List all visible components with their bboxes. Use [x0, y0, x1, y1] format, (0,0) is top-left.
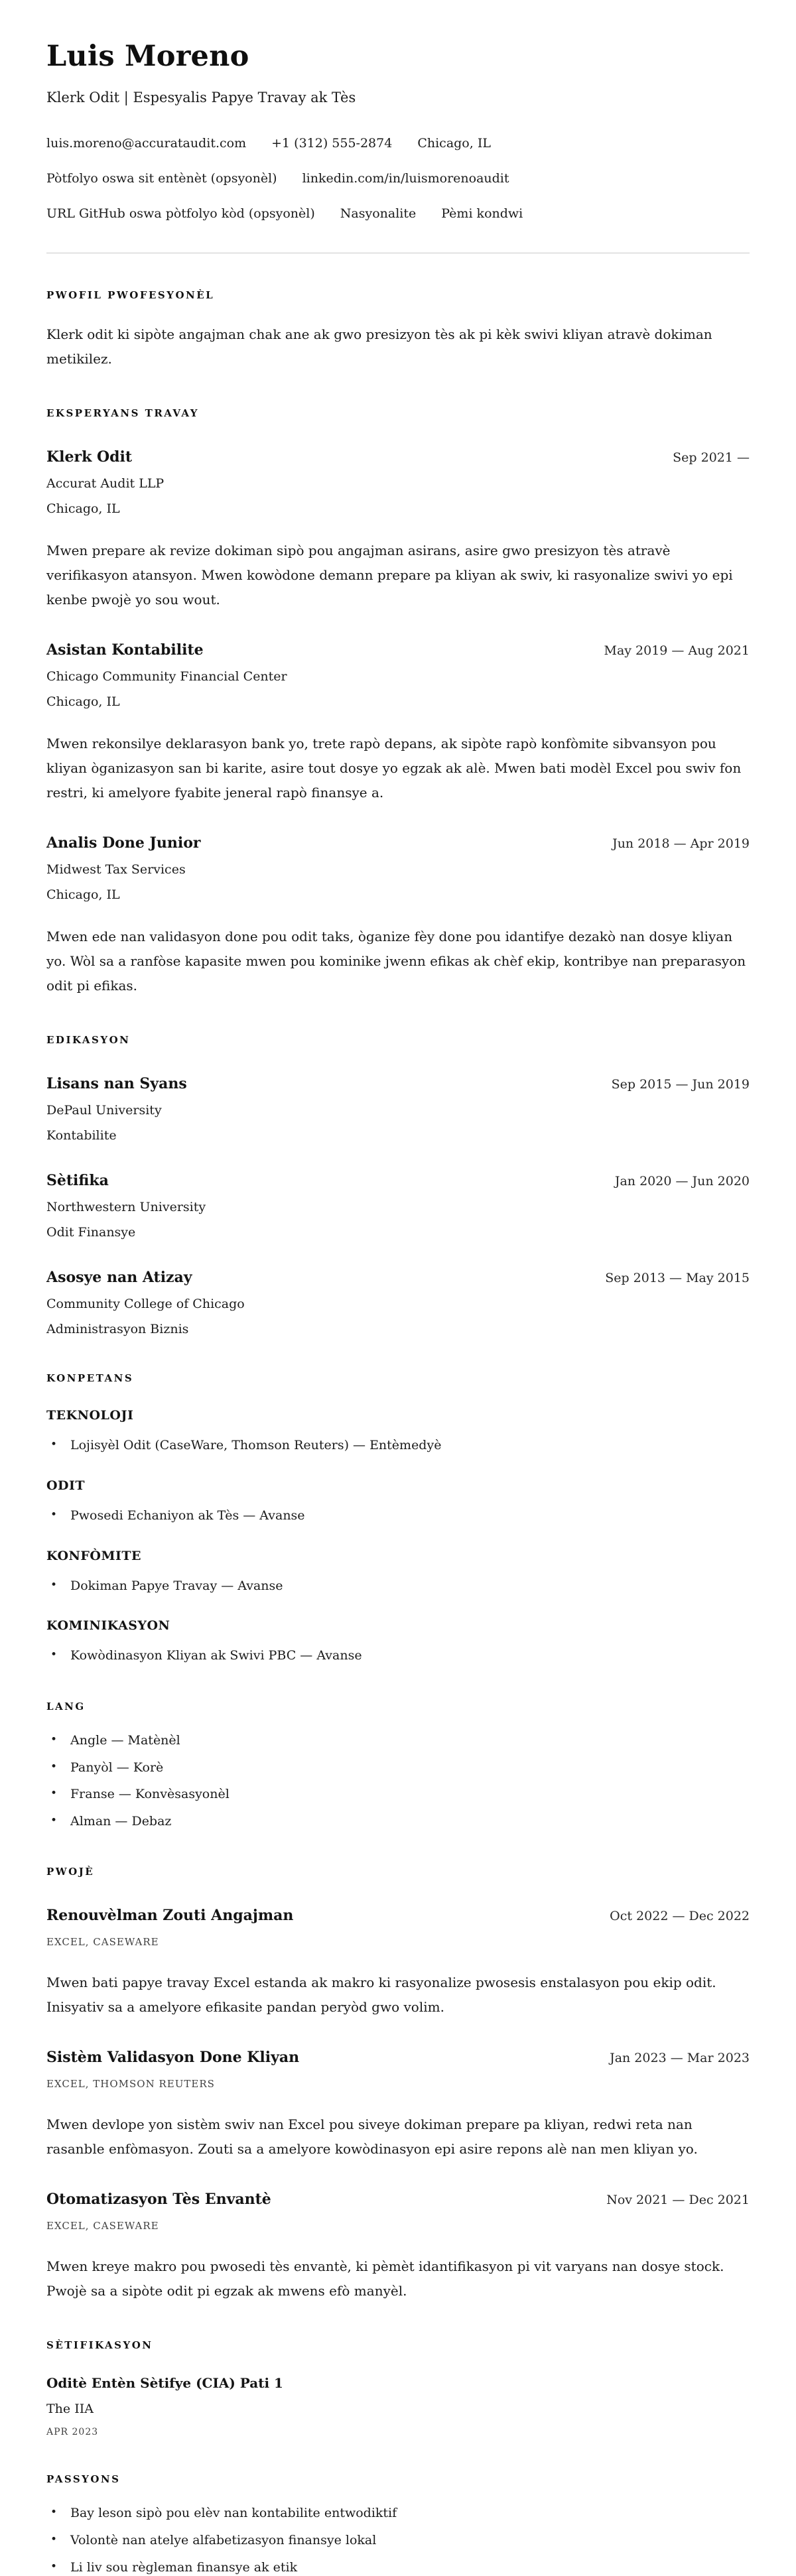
job-entry — [46, 834, 750, 998]
candidate-name: Luis Moreno — [46, 40, 249, 73]
project-dates: Nov 2021 — Dec 2021 — [606, 2193, 750, 2208]
job-description: Mwen prepare ak revize dokiman sipò pou angajman asirans, asire gwo presizyon tès atravè verifikasyon atansyon. Mwen kowòdone demann prepare pa kliyan ak swiv, ki rasyonalize swivi yo epi kenbe pwojè yo sou wout. — [46, 543, 733, 608]
candidate-title: Klerk Odit | Espesyalis Papye Travay ak Tès — [46, 90, 356, 106]
list-item: • Franse — Konvèsasyonèl — [46, 1786, 750, 1803]
skill-group-list — [46, 1437, 750, 1454]
contact-email: luis.moreno@accurataudit.com — [46, 136, 247, 151]
job-company: Midwest Tax Services — [46, 862, 186, 877]
list-item: • Li liv sou règleman finansye ak etik — [46, 2559, 750, 2576]
resume-header — [46, 41, 750, 221]
education-entry — [46, 1172, 750, 1240]
list-item: • Angle — Matènèl — [46, 1732, 750, 1750]
project-name: Renouvèlman Zouti Angajman — [46, 1907, 294, 1925]
project-entry-head — [46, 1907, 750, 1924]
certifications-heading: SÈTIFIKASYON — [46, 2339, 153, 2352]
certification-org: The IIA — [46, 2402, 94, 2417]
job-location: Chicago, IL — [46, 694, 120, 710]
contact-nationality: Nasyonalite — [340, 206, 417, 222]
experience-heading: EKSPERYANS TRAVAY — [46, 407, 199, 420]
section-certifications — [46, 2339, 750, 2437]
education-entry — [46, 1269, 750, 1336]
education-dates: Sep 2013 — May 2015 — [605, 1271, 750, 1286]
contact-linkedin: linkedin.com/in/luismorenoaudit — [302, 171, 509, 186]
project-description: Mwen kreye makro pou pwosedi tès envantè, ki pèmèt idantifikasyon pi vit varyans nan dosye stock. Pwojè sa a sipòte odit pi egzak ak mwens efò manyèl. — [46, 2258, 724, 2299]
job-description: Mwen rekonsilye deklarasyon bank yo, trete rapò depans, ak sipòte rapò konfòmite sibvansyon pou kliyan òganizasyon san bi karite, asire tout dosye yo egzak ak alè. Mwen bati modèl Excel pou swiv fon restri, ki amelyore fyabite jeneral rapò finansye a. — [46, 736, 742, 801]
project-entry — [46, 2049, 750, 2161]
job-company: Accurat Audit LLP — [46, 476, 165, 491]
section-profile — [46, 289, 750, 371]
profile-heading: PWOFIL PWOFESYONÈL — [46, 289, 215, 302]
job-dates: Jun 2018 — Apr 2019 — [612, 836, 750, 852]
education-field: Kontabilite — [46, 1128, 117, 1143]
contact-row-3 — [46, 206, 750, 221]
section-languages — [46, 1701, 750, 1831]
education-degree: Lisans nan Syans — [46, 1075, 187, 1093]
skill-group-list — [46, 1647, 750, 1665]
education-school: Northwestern University — [46, 1200, 206, 1215]
project-dates: Oct 2022 — Dec 2022 — [610, 1909, 750, 1924]
skills-heading: KONPETANS — [46, 1372, 134, 1385]
list-item: • Pwosedi Echaniyon ak Tès — Avanse — [46, 1508, 750, 1525]
education-field: Administrasyon Biznis — [46, 1322, 189, 1337]
languages-heading: LANG — [46, 1700, 86, 1712]
list-item: • Lojisyèl Odit (CaseWare, Thomson Reuters) — Entèmedyè — [46, 1437, 750, 1454]
job-location: Chicago, IL — [46, 501, 120, 517]
section-skills — [46, 1372, 750, 1665]
job-entry-head — [46, 448, 750, 466]
projects-heading: PWOJÈ — [46, 1866, 95, 1878]
education-heading: EDIKASYON — [46, 1034, 131, 1047]
section-education — [46, 1034, 750, 1336]
project-dates: Jan 2023 — Mar 2023 — [610, 2051, 750, 2066]
project-entry-head — [46, 2049, 750, 2066]
contact-phone: +1 (312) 555-2874 — [271, 136, 393, 151]
contact-driving-permit: Pèmi kondwi — [441, 206, 523, 222]
list-item: • Volontè nan atelye alfabetizasyon finansye lokal — [46, 2532, 750, 2549]
skill-group-list — [46, 1508, 750, 1525]
project-entry — [46, 2191, 750, 2303]
job-location: Chicago, IL — [46, 887, 120, 903]
job-entry-head — [46, 834, 750, 852]
job-company: Chicago Community Financial Center — [46, 669, 287, 684]
contact-location: Chicago, IL — [417, 136, 491, 151]
contact-portfolio: Pòtfolyo oswa sit entènèt (opsyonèl) — [46, 171, 277, 186]
passions-heading: PASSYONS — [46, 2473, 121, 2486]
passions-list — [46, 2505, 750, 2576]
profile-summary: Klerk odit ki sipòte angajman chak ane ak gwo presizyon tès ak pi kèk swivi kliyan atravè dokiman metikilez. — [46, 326, 712, 367]
project-description: Mwen devlope yon sistèm swiv nan Excel pou siveye dokiman prepare pa kliyan, redwi reta nan rasanble enfòmasyon. Zouti sa a amelyore kowòdinasyon epi asire repons alè nan men kliyan yo. — [46, 2116, 698, 2157]
certification-date: APR 2023 — [46, 2427, 99, 2438]
education-entry — [46, 1075, 750, 1143]
skill-group-title: KONFÒMITE — [46, 1548, 142, 1563]
contact-row-1 — [46, 136, 750, 151]
certification-name: Oditè Entèn Sètifye (CIA) Pati 1 — [46, 2375, 283, 2392]
project-stack: EXCEL, CASEWARE — [46, 1936, 159, 1949]
job-dates: Sep 2021 — — [673, 450, 750, 466]
education-school: DePaul University — [46, 1103, 162, 1118]
job-title: Analis Done Junior — [46, 834, 201, 852]
education-entry-head — [46, 1172, 750, 1189]
skill-group-title: ODIT — [46, 1478, 86, 1493]
list-item: • Bay leson sipò pou elèv nan kontabilite entwodiktif — [46, 2505, 750, 2522]
list-item: • Alman — Debaz — [46, 1813, 750, 1831]
project-name: Sistèm Validasyon Done Kliyan — [46, 2049, 300, 2067]
job-title: Asistan Kontabilite — [46, 641, 204, 659]
project-stack: EXCEL, THOMSON REUTERS — [46, 2078, 215, 2091]
certification-entry — [46, 2375, 750, 2437]
project-entry-head — [46, 2191, 750, 2208]
education-entry-head — [46, 1269, 750, 1286]
project-stack: EXCEL, CASEWARE — [46, 2220, 159, 2232]
education-dates: Sep 2015 — Jun 2019 — [611, 1077, 750, 1092]
job-dates: May 2019 — Aug 2021 — [604, 643, 750, 659]
project-description: Mwen bati papye travay Excel estanda ak makro ki rasyonalize pwosesis enstalasyon pou ekip odit. Inisyativ sa a amelyore efikasite pandan peryòd gwo volim. — [46, 1974, 716, 2016]
languages-list — [46, 1732, 750, 1831]
project-name: Otomatizasyon Tès Envantè — [46, 2191, 271, 2209]
project-entry — [46, 1907, 750, 2020]
education-field: Odit Finansye — [46, 1225, 136, 1240]
education-dates: Jan 2020 — Jun 2020 — [614, 1174, 750, 1189]
skill-group-title: TEKNOLOJI — [46, 1408, 134, 1423]
list-item: • Kowòdinasyon Kliyan ak Swivi PBC — Avanse — [46, 1647, 750, 1665]
section-passions — [46, 2473, 750, 2576]
education-degree: Sètifika — [46, 1172, 109, 1190]
contact-row-2 — [46, 171, 750, 186]
job-title: Klerk Odit — [46, 448, 133, 466]
skill-group-title: KOMINIKASYON — [46, 1618, 170, 1634]
section-experience — [46, 407, 750, 998]
contact-github: URL GitHub oswa pòtfolyo kòd (opsyonèl) — [46, 206, 315, 222]
job-entry — [46, 448, 750, 612]
skill-group-list — [46, 1578, 750, 1595]
job-description: Mwen ede nan validasyon done pou odit taks, òganize fèy done pou idantifye dezakò nan dosye kliyan yo. Wòl sa a ranfòse kapasite mwen pou kominike jwenn efikas ak chèf ekip, kontribye nan preparasyon odit pi efikas. — [46, 929, 746, 994]
list-item: • Dokiman Papye Travay — Avanse — [46, 1578, 750, 1595]
list-item: • Panyòl — Korè — [46, 1760, 750, 1777]
job-entry — [46, 641, 750, 805]
education-entry-head — [46, 1075, 750, 1092]
section-projects — [46, 1866, 750, 2303]
job-entry-head — [46, 641, 750, 659]
education-degree: Asosye nan Atizay — [46, 1269, 192, 1287]
education-school: Community College of Chicago — [46, 1297, 245, 1312]
